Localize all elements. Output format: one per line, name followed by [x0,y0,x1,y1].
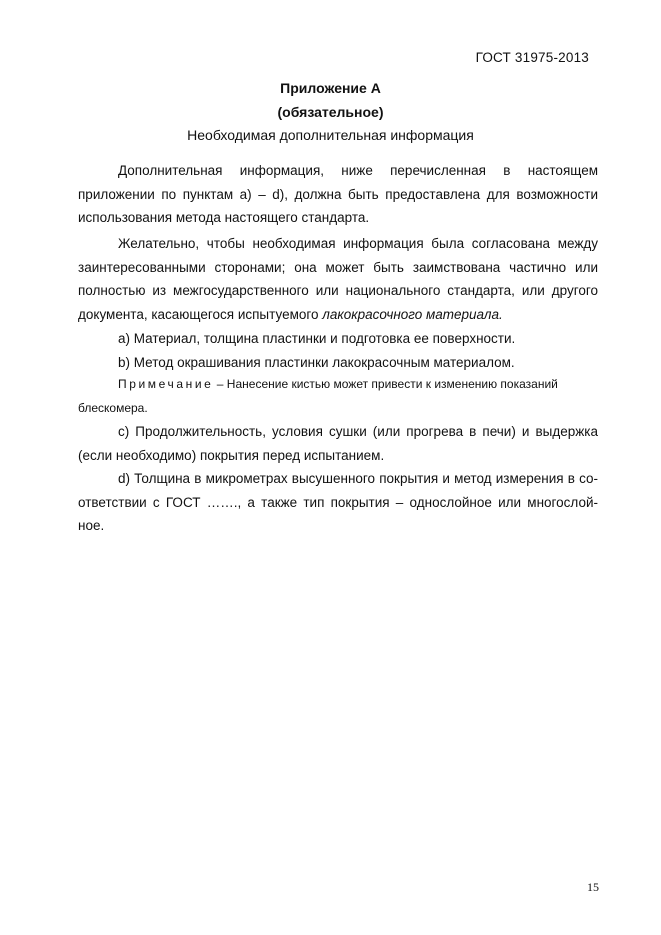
paragraph-2-italic-term: лакокрасочного материала. [322,306,503,322]
note [78,373,598,420]
item-b: b) Метод окрашивания пластинки лакокрасочным материалом. [118,354,515,370]
note-label: Примечание [118,377,214,391]
item-d [78,467,598,538]
paragraph-1-line-1: Дополнительная информация, ниже перечисленная в настоящем [118,163,598,178]
item-c-line-2: (если необходимо) покрытия перед испытанием. [78,447,385,463]
items-ab [78,327,598,374]
annex-status: (обязательное) [277,104,384,120]
paragraph-2-line-4-text: документа, касающегося испытуемого [78,306,319,322]
paragraph-2-line-1: Желательно, чтобы необходимая информация была согласована между [118,236,598,251]
note-line-1 [78,373,598,397]
paragraph-2 [78,232,598,326]
document-code: ГОСТ 31975-2013 [475,50,589,65]
annex-subtitle: Необходимая дополнительная информация [187,127,474,143]
item-c [78,420,598,467]
paragraph-1 [78,159,598,230]
paragraph-2-line-3: полностью из межгосударственного или национального стандарта, или другого [78,283,598,298]
paragraph-2-line-4 [78,303,598,327]
item-d-line-3: ное. [78,518,105,533]
paragraph-1-line-2: приложении по пунктам а) – d), должна быть предоставлена для возможности [78,186,598,202]
item-a: а) Материал, толщина пластинки и подготовка ее поверхности. [118,331,516,346]
annex-title: Приложение А [280,80,381,96]
paragraph-1-line-3: использования метода настоящего стандарта. [78,210,370,225]
item-d-line-2: ответствии с ГОСТ ……., а также тип покрытия – однослойное или многослой- [78,494,598,510]
note-line-2: блескомера. [78,400,148,415]
note-text: – Нанесение кистью может привести к изменению показаний [213,377,558,391]
item-c-line-1: с) Продолжительность, условия сушки (или прогрева в печи) и выдержка [118,424,598,439]
paragraph-2-line-2: заинтересованными сторонами; она может быть заимствована частично или [78,259,598,275]
page-number: 15 [587,880,599,894]
item-d-line-1: d) Толщина в микрометрах высушенного покрытия и метод измерения в со- [118,471,598,486]
